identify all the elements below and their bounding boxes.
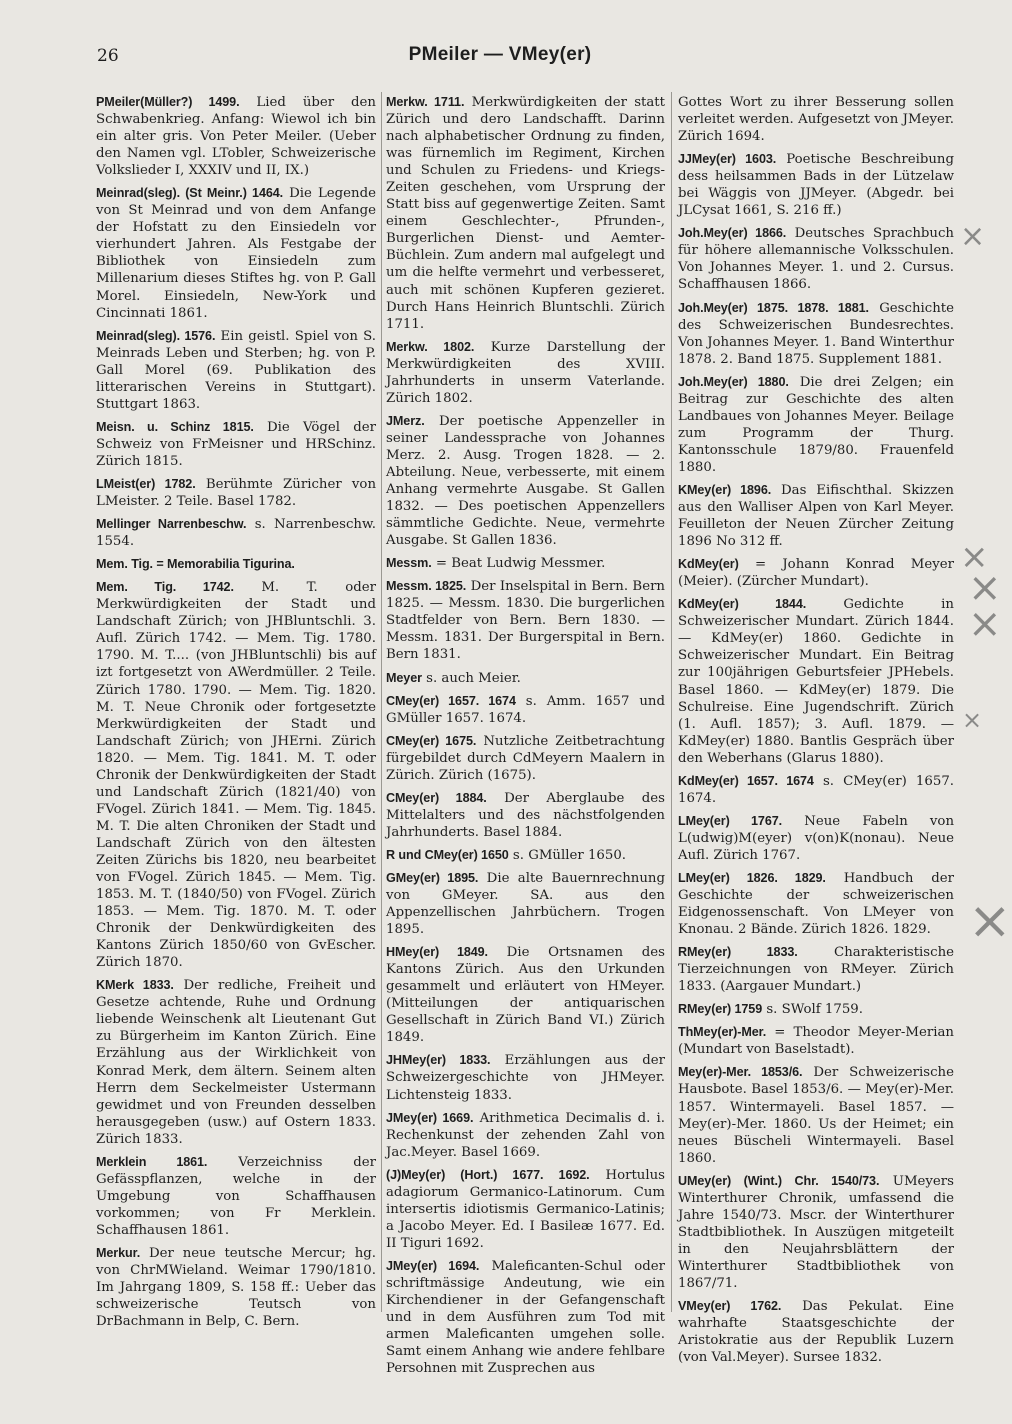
bibliography-entry	[96, 328, 376, 413]
bibliography-entry	[386, 1052, 665, 1103]
bibliography-entry	[678, 151, 954, 219]
page-number: 26	[97, 46, 119, 66]
entry-siglum: Merkw. 1802.	[386, 339, 475, 354]
bibliography-entry	[386, 670, 665, 687]
column-divider	[671, 92, 672, 1312]
entry-text: Die Legende von St Meinrad und von dem Anfange der Hofstatt zu den Einsiedeln vor vierhundert Jahren. Als Festgabe der Bibliothek von Einsiedeln zum Millenarium dieses Stiftes hg. von P. Gall Morel. Einsiedeln, New-York und Cincinnati 1861.	[96, 186, 376, 321]
entry-siglum: CMey(er) 1675.	[386, 733, 477, 748]
bibliography-entry	[386, 578, 665, 663]
entry-text: s. auch Meier.	[426, 670, 521, 686]
bibliography-entry	[386, 555, 665, 572]
entry-siglum: HMey(er) 1849.	[386, 945, 488, 960]
running-head: PMeiler — VMey(er)	[408, 44, 592, 65]
bibliography-entry	[96, 556, 376, 573]
entry-siglum: JJMey(er) 1603.	[678, 152, 777, 167]
entry-text: Arithmetica Decimalis d. i. Rechenkunst der zehenden Zahl von Jac.Meyer. Basel 1669.	[386, 1110, 665, 1160]
entry-siglum: Merklein 1861.	[96, 1154, 208, 1169]
entry-text: Geschichte des Schweizerischen Bundesrechtes. Von Johannes Meyer. 1. Band Winterthur 1878. 2. Band 1875. Supplement 1881.	[678, 300, 954, 367]
bibliography-entry	[678, 1298, 954, 1366]
entry-text: Das Pekulat. Eine wahrhafte Staatsgeschichte der Aristokratie aus der Republik Luzern (von Val.Meyer). Sursee 1832.	[678, 1299, 955, 1366]
bibliography-entry	[678, 773, 954, 807]
margin-mark-cross: ×	[968, 891, 1012, 951]
entry-text: Der poetische Appenzeller in seiner Landessprache von Johannes Merz. 2. Ausg. Trogen 1828. — 2. Abteilung. Neue, verbesserte, mit einem Anhang vermehrte Ausgabe. St Gallen 1832. — Des poetischen Appenzellers sämmtliche Gedichte. Neue, vermehrte Ausgabe. St Gallen 1836.	[386, 413, 666, 549]
bibliography-entry	[678, 225, 954, 293]
bibliography-entry	[386, 339, 665, 407]
entry-siglum: JHMey(er) 1833.	[386, 1053, 491, 1068]
entry-siglum: KdMey(er) 1844.	[678, 597, 807, 612]
bibliography-entry	[386, 1167, 665, 1252]
entry-text: Gedichte in Schweizerischer Mundart. Zürich 1844. — KdMey(er) 1860. Gedichte in Schweizerischer Mundart. Ein Beitrag zur 100jährigen Geburtsfeier JPHebels. Basel 1860. — KdMey(er) 1879. Die Schulreise. Eine Jugendschrift. Zürich (1. Aufl. 1857); 3. Aufl. 1879. — KdMey(er) 1880. Bantlis Gespräch über den Weberhans (Glarus 1880).	[678, 597, 954, 766]
entry-text: Der redliche, Freiheit und Gesetze achtende, Ruhe und Ordnung liebende Weinschenk alt Lieutenant Gut zu Bürgerheim im Kanton Zürich. Eine Erzählung aus der Wirklichkeit von Konrad Merk, dem ältern. Seinem alten Herrn dem Seckelmeister Ustermann gewidmet und von Freunden desselben herausgegeben (usw.) auf Ostern 1833. Zürich 1833.	[96, 978, 376, 1147]
entry-siglum: KMerk 1833.	[96, 978, 174, 993]
entry-text: Neue Fabeln von L(udwig)M(eyer) v(on)K(nonau). Neue Aufl. Zürich 1767.	[678, 813, 955, 863]
bibliography-entry	[96, 94, 376, 179]
entry-siglum: JMey(er) 1694.	[386, 1258, 480, 1273]
margin-mark-cross: ×	[962, 706, 983, 734]
entry-text: Kurze Darstellung der Merkwürdigkeiten des XVIII. Jahrhunderts in unserm Vaterlande. Zürich 1802.	[386, 339, 665, 406]
entry-text: Erzählungen aus der Schweizergeschichte von JHMeyer. Lichtensteig 1833.	[386, 1053, 666, 1103]
bibliography-entry	[678, 596, 954, 766]
bibliography-entry	[386, 870, 665, 938]
bibliography-entry	[678, 1064, 954, 1166]
entry-siglum: Mey(er)-Mer. 1853/6.	[678, 1065, 803, 1080]
entry-text: Berühmte Züricher von LMeister. 2 Teile. Basel 1782.	[96, 476, 377, 510]
entry-siglum: R und CMey(er) 1650	[386, 847, 509, 862]
entry-siglum: LMey(er) 1767.	[678, 813, 783, 828]
entry-siglum: Joh.Mey(er) 1866.	[678, 226, 787, 241]
bibliography-entry	[678, 94, 954, 145]
entry-text: Das Eifischthal. Skizzen aus den Walliser Alpen von Karl Meyer. Feuilleton der Neuen Zürcher Zeitung 1896 No 312 ff.	[678, 482, 954, 550]
bibliography-entry	[386, 790, 665, 841]
entry-text: s. SWolf 1759.	[766, 1002, 863, 1018]
entry-text: Hortulus adagiorum Germanico-Latinorum. Cum intersertis idiotismis Germanico-Latinis; a Jacobo Meyer. Ed. I Basileæ 1677. Ed. II Tiguri 1692.	[386, 1167, 665, 1251]
entry-text: Die Vögel der Schweiz von FrMeisner und HRSchinz. Zürich 1815.	[96, 419, 377, 469]
entry-siglum: LMey(er) 1826. 1829.	[678, 870, 826, 885]
entry-siglum: Meisn. u. Schinz 1815.	[96, 419, 254, 434]
bibliography-entry	[386, 847, 665, 864]
bibliography-entry	[96, 1154, 376, 1239]
bibliography-entry	[386, 1258, 665, 1377]
entry-text: Nutzliche Zeitbetrachtung fürgebildet durch CdMeyern Maalern in Zürich. Zürich (1675).	[386, 733, 665, 783]
entry-siglum: CMey(er) 1657. 1674	[386, 693, 516, 708]
entry-text: Ein geistl. Spiel von S. Meinrads Leben und Sterben; hg. von P. Gall Morel (69. Publikation des litterarischen Vereins in Stuttgart). Stuttgart 1863.	[96, 328, 376, 412]
entry-text: Maleficanten-Schul oder schriftmässige Andeutung, wie ein Kirchendiener in der Gefangenschaft und in dem Ausführen zum Tod mit armen Maleficanten umgehen solle. Samt einem Anhang wie andere fehlbare Persohnen mit Zusprechen aus	[386, 1258, 665, 1377]
bibliography-entry	[96, 185, 376, 321]
entry-text: s. GMüller 1650.	[512, 847, 627, 863]
entry-siglum: JMey(er) 1669.	[386, 1110, 474, 1125]
entry-siglum: UMey(er) (Wint.) Chr. 1540/73.	[678, 1173, 880, 1188]
column-divider	[381, 92, 382, 1312]
entry-text: Poetische Beschreibung dess heilsammen Bads in der Lützelaw bei Wäggis von JJMeyer. (Abgedr. bei JLCysat 1661, S. 216 ff.)	[678, 152, 954, 219]
entry-siglum: GMey(er) 1895.	[386, 870, 479, 885]
bibliography-entry	[96, 419, 376, 470]
entry-siglum: VMey(er) 1762.	[678, 1299, 782, 1314]
entry-siglum: Mem. Tig. = Memorabilia Tigurina.	[96, 557, 295, 572]
entry-siglum: JMerz.	[386, 413, 425, 428]
entry-siglum: LMeist(er) 1782.	[96, 476, 196, 491]
entry-text: Der Aberglaube des Mittelalters und des nächstfolgenden Jahrhunderts. Basel 1884.	[386, 790, 665, 840]
bibliography-entry	[386, 693, 665, 727]
entry-siglum: PMeiler(Müller?) 1499.	[96, 95, 240, 109]
entry-text: Die Ortsnamen des Kantons Zürich. Aus den Urkunden gesammelt und erläutert von HMeyer. (Mitteilungen der antiquarischen Gesellschaft in Zürich Band VI.) Zürich 1849.	[386, 945, 665, 1046]
bibliography-entry	[678, 1001, 954, 1018]
entry-siglum: Messm.	[386, 556, 432, 571]
entry-siglum: Meinrad(sleg). (St Meinr.) 1464.	[96, 186, 284, 201]
entry-text: Verzeichniss der Gefässpflanzen, welche in der Umgebung von Schaffhausen vorkommen; von Fr Merklein. Schaffhausen 1861.	[96, 1154, 376, 1238]
entry-siglum: Joh.Mey(er) 1875. 1878. 1881.	[678, 300, 869, 315]
column-1	[96, 94, 376, 1336]
entry-siglum: Meyer	[386, 670, 422, 685]
entry-text: Der Schweizerische Hausbote. Basel 1853/6. — Mey(er)-Mer. 1857. Wintermayeli. Basel 1857. — Mey(er)-Mer. 1860. Us der Heimet; ein neues Büscheli Wintermayeli. Basel 1860.	[678, 1065, 954, 1166]
bibliography-entry	[678, 556, 954, 590]
bibliography-entry	[386, 94, 665, 333]
margin-mark-cross: ×	[960, 219, 986, 254]
bibliography-entry	[678, 1024, 954, 1058]
bibliography-entry	[96, 1245, 376, 1330]
entry-siglum: Meinrad(sleg). 1576.	[96, 328, 216, 343]
entry-siglum: KdMey(er) 1657. 1674	[678, 773, 814, 788]
entry-text: Der Inselspital in Bern. Bern 1825. — Messm. 1830. Die burgerlichen Stadtfelder von Bern. Bern 1830. — Messm. 1831. Der Burgerspital in Bern. Bern 1831.	[386, 579, 665, 663]
bibliography-entry	[678, 944, 954, 995]
entry-siglum: Merkur.	[96, 1246, 141, 1260]
entry-siglum: Messm. 1825.	[386, 579, 467, 594]
entry-text: s. Amm. 1657 und GMüller 1657. 1674.	[386, 693, 665, 726]
entry-siglum: RMey(er) 1833.	[678, 945, 798, 960]
bibliography-entry	[678, 813, 954, 864]
entry-siglum: CMey(er) 1884.	[386, 790, 487, 805]
entry-text: Die alte Bauernrechnung von GMeyer. SA. aus den Appenzellischen Jahrbüchern. Trogen 1895.	[386, 870, 665, 938]
entry-siglum: Merkw. 1711.	[386, 95, 465, 109]
entry-text: s. Narrenbeschw. 1554.	[96, 517, 377, 550]
entry-text: = Beat Ludwig Messmer.	[435, 556, 606, 572]
entry-siglum: Mellinger Narrenbeschw.	[96, 517, 247, 532]
entry-siglum: ThMey(er)-Mer.	[678, 1025, 767, 1040]
bibliography-entry	[96, 977, 376, 1147]
margin-mark-cross: ×	[960, 537, 989, 577]
entry-text: Gottes Wort zu ihrer Besserung sollen verleitet werden. Aufgesetzt von JMeyer. Zürich 1694.	[678, 95, 954, 145]
bibliography-entry	[678, 374, 954, 476]
entry-text: s. CMey(er) 1657. 1674.	[678, 773, 955, 806]
entry-text: Handbuch der Geschichte der schweizerischen Eidgenossenschaft. Von LMeyer von Knonau. 2 Bände. Zürich 1826. 1829.	[678, 870, 955, 938]
bibliography-entry	[386, 1110, 665, 1161]
entry-text: = Theodor Meyer-Merian (Mundart von Baselstadt).	[678, 1025, 955, 1058]
entry-siglum: Joh.Mey(er) 1880.	[678, 374, 789, 389]
bibliography-entry	[386, 733, 665, 784]
margin-mark-cross: ×	[968, 601, 1002, 647]
bibliography-entry	[96, 516, 376, 550]
bibliography-entry	[678, 300, 954, 368]
column-3	[678, 94, 954, 1372]
entry-text: Deutsches Sprachbuch für höhere allemannische Volksschulen. Von Johannes Meyer. 1. und 2. Cursus. Schaffhausen 1866.	[678, 226, 954, 293]
entry-text: Lied über den Schwabenkrieg. Anfang: Wiewol ich bin ein alter gris. Von Peter Meiler. (Ueber den Namen vgl. LTobler, Schweizerische Volkslieder I, XXXIV und II, IX.)	[96, 95, 376, 179]
bibliography-entry	[386, 413, 665, 549]
bibliography-entry	[678, 482, 954, 550]
bibliography-entry	[678, 1173, 954, 1292]
entry-siglum: KMey(er) 1896.	[678, 482, 772, 497]
entry-siglum: RMey(er) 1759	[678, 1002, 763, 1017]
entry-text: = Johann Konrad Meyer (Meier). (Zürcher Mundart).	[678, 557, 954, 590]
margin-mark-cross: ×	[968, 565, 1002, 611]
entry-text: Der neue teutsche Mercur; hg. von ChrMWieland. Weimar 1790/1810. Im Jahrgang 1809, S. 158 ff.: Ueber das schweizerische Teutsch von DrBachmann in Belp, C. Bern.	[96, 1246, 376, 1330]
bibliography-entry	[386, 944, 665, 1046]
bibliography-entry	[96, 476, 376, 510]
entry-text: UMeyers Winterthurer Chronik, umfassend die Jahre 1540/73. Mscr. der Winterthurer Stadtbibliothek. In Auszügen mitgeteilt in den Neujahrsblättern der Winterthurer Stadtbibliothek von 1867/71.	[678, 1173, 954, 1291]
bibliography-entry	[678, 870, 954, 938]
entry-siglum: KdMey(er)	[678, 557, 739, 572]
entry-text: M. T. oder Merkwürdigkeiten der Stadt und Landschaft Zürich; von JHBluntschli. 3. Aufl. Zürich 1742. — Mem. Tig. 1780. 1790. M. T.... (von JHBluntschli) bis auf izt fortgesetzt von AWerdmüller. 2 Teile. Zürich 1780. 1790. — Mem. Tig. 1820. M. T. Neue Chronik oder fortgesetzte Merkwürdigkeiten der Stadt und Landschaft Zürich; von JHErni. Zürich 1820. — Mem. Tig. 1841. M. T. oder Chronik der Denkwürdigkeiten der Stadt und Landschaft Zürich (1821/40) von FVogel. Zürich 1841. — Mem. Tig. 1845. M. T. Die alten Chroniken der Stadt und Landschaft Zürich von den ältesten Zeiten Zürichs bis 1820, neu bearbeitet von FVogel. Zürich 1845. — Mem. Tig. 1853. M. T. (1840/50) von FVogel. Zürich 1853. — Mem. Tig. 1870. M. T. oder Chronik der Denkwürdigkeiten des Kantons Zürich 1850/60 von GvEscher. Zürich 1870.	[96, 580, 376, 971]
entry-siglum: Mem. Tig. 1742.	[96, 580, 234, 595]
entry-text: Die drei Zelgen; ein Beitrag zur Geschichte des alten Landbaues von Johannes Meyer. Beilage zum Programm der Thurg. Kantonsschule 1879/80. Frauenfeld 1880.	[678, 374, 954, 475]
column-2	[386, 94, 665, 1383]
entry-siglum: (J)Mey(er) (Hort.) 1677. 1692.	[386, 1167, 590, 1182]
entry-text: Charakteristische Tierzeichnungen von RMeyer. Zürich 1833. (Aargauer Mundart.)	[678, 945, 954, 995]
bibliography-entry	[96, 579, 376, 971]
entry-text: Merkwürdigkeiten der statt Zürich und dero Landschafft. Darinn nach alphabetischer Ordnung zu finden, was fürnemlich im Regiment, Kirchen und Schulen zu Friedens- und Kriegs-Zeiten geschehen, vom Ursprung der Statt biss auf gegenwertige Zeiten. Samt einem Geschlechter-, Pfrunden-, Burgerlichen Dienst- und Aemter-Büchlein. Zum andern mal aufgelegt und um die helfte vermehrt und verbesseret, auch mit schönen Kupferen gezieret. Durch Hans Heinrich Bluntschli. Zürich 1711.	[386, 95, 665, 332]
